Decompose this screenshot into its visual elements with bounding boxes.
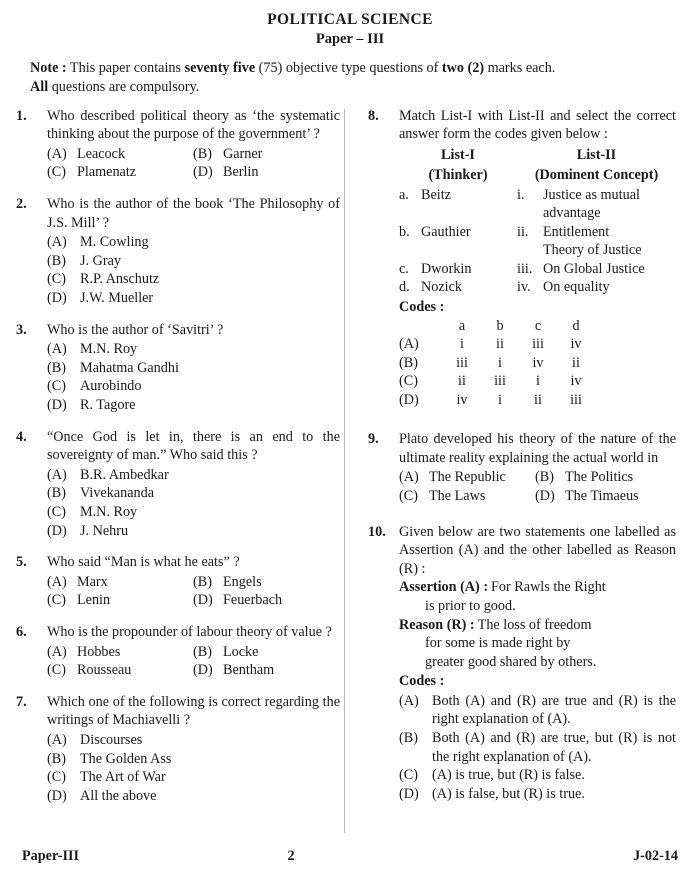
match-row-continuation <box>399 204 676 222</box>
column-divider <box>344 109 345 833</box>
option-label: (D) <box>47 522 67 539</box>
codes-value: iv <box>532 354 544 371</box>
note-line2-rest: questions are compulsory. <box>48 78 200 95</box>
question-4 <box>16 428 340 541</box>
codes-option-c[interactable] <box>399 372 676 390</box>
codes-value: i <box>536 373 540 390</box>
option-text: Plamenatz <box>77 164 137 181</box>
question-number: 10. <box>368 523 386 540</box>
document-header <box>0 0 700 50</box>
option-label: (A) <box>47 234 67 251</box>
option-d[interactable] <box>193 661 340 680</box>
question-text: Given below are two statements one labelled as Assertion (A) and the other labelled as Reason (R) : <box>399 523 676 577</box>
list2-value: On equality <box>543 279 610 296</box>
codes-option-d[interactable] <box>399 391 676 409</box>
codes-value: iv <box>456 391 468 408</box>
option-b[interactable] <box>47 484 340 503</box>
question-number: 5. <box>16 554 27 571</box>
option-text: Engels <box>223 573 262 590</box>
codes-value: iv <box>570 336 582 353</box>
list2-title: List-II <box>576 146 617 163</box>
option-text: Lenin <box>77 592 111 609</box>
codes-value: iii <box>494 373 506 390</box>
option-text: The Republic <box>429 469 506 486</box>
list1-value: Dworkin <box>421 260 472 277</box>
option-list <box>47 731 340 805</box>
option-label: (B) <box>47 359 66 376</box>
right-column <box>346 107 676 842</box>
assertion-statement <box>399 578 676 597</box>
option-c[interactable] <box>47 661 193 680</box>
question-text: Who described political theory as ‘the systematic thinking about the purpose of the government’ ? <box>47 107 340 143</box>
reason-text: The loss of freedom <box>477 616 592 633</box>
option-text: Vivekananda <box>80 485 154 502</box>
option-text: Bentham <box>223 662 275 679</box>
list1-key: a. <box>399 186 409 203</box>
note-bold-two-marks: two (2) <box>441 59 485 76</box>
list2-value: Justice as mutual <box>543 186 640 203</box>
codes-option-label: (A) <box>399 336 419 353</box>
codes-option-label: (B) <box>399 354 418 371</box>
note-text-part3: marks each. <box>484 59 556 76</box>
question-number: 4. <box>16 428 27 445</box>
list2-key: i. <box>517 186 525 203</box>
option-label: (A) <box>47 643 67 660</box>
codes-col-d: d <box>572 317 580 334</box>
option-label: (D) <box>193 164 213 181</box>
assertion-label: Assertion (A) : <box>399 579 489 596</box>
match-row <box>399 260 676 278</box>
question-number: 1. <box>16 107 27 124</box>
note-text-part1: This paper contains <box>66 59 185 76</box>
option-list <box>47 145 340 182</box>
option-text: Both (A) and (R) are true, but (R) is not the right explanation of (A). <box>432 729 676 765</box>
option-b[interactable] <box>193 573 340 592</box>
reason-label: Reason (R) : <box>399 616 475 633</box>
option-a[interactable] <box>47 233 340 252</box>
question-7 <box>16 693 340 806</box>
option-b[interactable] <box>47 359 340 378</box>
list2-value: On Global Justice <box>543 260 645 277</box>
codes-value: iv <box>570 373 582 390</box>
question-columns <box>0 107 700 842</box>
assertion-text: For Rawls the Right <box>491 579 606 596</box>
option-d[interactable] <box>47 289 340 308</box>
option-text: The Golden Ass <box>80 750 172 767</box>
option-c[interactable] <box>47 377 340 396</box>
codes-table <box>399 317 676 409</box>
option-c[interactable] <box>399 766 676 785</box>
option-text: Rousseau <box>77 662 132 679</box>
option-list <box>399 692 676 804</box>
option-label: (B) <box>535 469 554 486</box>
option-text: M. Cowling <box>80 234 149 251</box>
option-list <box>47 573 340 610</box>
list2-value-cont: Theory of Justice <box>543 242 642 259</box>
option-text: Garner <box>223 145 263 162</box>
note-bold-seventy-five: seventy five <box>184 59 256 76</box>
option-label: (A) <box>399 469 419 486</box>
question-text: Who is the author of the book ‘The Philosophy of J.S. Mill’ ? <box>47 196 340 231</box>
option-label: (A) <box>47 145 67 162</box>
option-label: (D) <box>47 787 67 804</box>
codes-option-label: (D) <box>399 391 419 408</box>
option-label: (B) <box>193 573 212 590</box>
option-b[interactable] <box>47 750 340 769</box>
question-text: Which one of the following is correct regarding the writings of Machiavelli ? <box>47 693 340 729</box>
list2-subtitle: (Dominent Concept) <box>534 167 659 184</box>
question-6 <box>16 623 340 680</box>
codes-value: iii <box>570 391 582 408</box>
option-c[interactable] <box>47 503 340 522</box>
option-a[interactable] <box>47 573 193 592</box>
reason-text-cont1: for some is made right by <box>425 635 571 652</box>
option-a[interactable] <box>399 468 535 487</box>
option-label: (C) <box>47 769 66 786</box>
question-text: Who is the author of ‘Savitri’ ? <box>47 321 224 338</box>
question-number: 9. <box>368 431 379 448</box>
option-label: (C) <box>47 164 66 181</box>
option-b[interactable] <box>193 643 340 662</box>
question-8 <box>368 107 676 410</box>
option-text: R.P. Anschutz <box>80 271 160 288</box>
option-label: (D) <box>47 397 67 413</box>
option-d[interactable] <box>535 487 676 506</box>
option-d[interactable] <box>399 785 676 804</box>
codes-value: ii <box>496 336 504 353</box>
codes-col-a: a <box>458 317 466 334</box>
codes-label: Codes : <box>399 673 445 690</box>
codes-value: i <box>498 354 502 371</box>
list2-value: Entitlement <box>543 223 610 240</box>
codes-label: Codes : <box>399 298 445 315</box>
codes-value: i <box>460 336 464 353</box>
option-text: Both (A) and (R) are true and (R) is the right explanation of (A). <box>432 692 676 728</box>
option-label: (C) <box>47 662 66 679</box>
option-b[interactable] <box>193 145 340 164</box>
option-text: J.W. Mueller <box>80 290 154 307</box>
option-label: (A) <box>47 573 67 590</box>
option-label: (B) <box>47 485 66 502</box>
note-text-part2: (75) objective type questions of <box>255 59 442 76</box>
match-row <box>399 278 676 296</box>
option-a[interactable] <box>47 145 193 164</box>
option-label: (D) <box>399 785 419 802</box>
question-number: 8. <box>368 107 379 124</box>
option-text: The Timaeus <box>565 488 639 504</box>
question-5 <box>16 553 340 610</box>
option-c[interactable] <box>47 768 340 787</box>
footer-paper-code: J-02-14 <box>633 848 678 864</box>
option-label: (C) <box>399 767 418 784</box>
question-text: Who said “Man is what he eats” ? <box>47 554 240 571</box>
option-text: Locke <box>223 643 259 660</box>
list2-key: ii. <box>517 223 529 240</box>
option-c[interactable] <box>47 591 193 610</box>
match-list-rows <box>399 186 676 297</box>
option-a[interactable] <box>47 643 193 662</box>
option-d[interactable] <box>193 163 340 182</box>
option-label: (D) <box>193 662 213 679</box>
option-text: J. Gray <box>80 252 121 269</box>
option-b[interactable] <box>535 468 676 487</box>
option-text: The Politics <box>565 469 634 486</box>
option-list <box>47 643 340 680</box>
option-text: The Art of War <box>80 769 166 786</box>
reason-text-cont2: greater good shared by others. <box>425 653 597 670</box>
option-b[interactable] <box>399 729 676 766</box>
paper-subtitle: Paper – III <box>315 31 385 48</box>
option-text: Mahatma Gandhi <box>80 359 179 376</box>
option-b[interactable] <box>47 252 340 271</box>
list1-value: Beitz <box>421 186 451 203</box>
question-number: 7. <box>16 693 27 710</box>
codes-col-c: c <box>534 317 542 334</box>
match-list-header <box>399 146 676 164</box>
reason-statement <box>399 616 676 635</box>
codes-value: iii <box>456 354 468 371</box>
option-text: All the above <box>80 787 157 804</box>
list1-title: List-I <box>441 146 475 163</box>
question-10 <box>368 523 676 804</box>
codes-value: iii <box>532 336 544 353</box>
note-label: Note : <box>30 59 67 76</box>
question-number: 3. <box>16 321 27 338</box>
option-text: B.R. Ambedkar <box>80 466 169 483</box>
note-line2-prefix: All <box>30 78 49 95</box>
option-list <box>399 468 676 505</box>
instructions-note <box>30 59 678 97</box>
codes-value: ii <box>572 354 580 371</box>
option-label: (B) <box>47 252 66 269</box>
match-row <box>399 223 676 241</box>
option-d[interactable] <box>193 591 340 610</box>
option-label: (B) <box>399 729 418 746</box>
option-label: (A) <box>47 731 67 748</box>
list2-value-cont: advantage <box>543 205 601 222</box>
question-text: Who is the propounder of labour theory of value ? <box>47 623 332 640</box>
option-label: (C) <box>47 592 66 609</box>
list1-key: b. <box>399 223 410 240</box>
list1-key: c. <box>399 260 409 277</box>
option-list <box>47 466 340 540</box>
option-a[interactable] <box>399 692 676 729</box>
footer-paper-label: Paper-III <box>22 848 80 864</box>
option-label: (B) <box>47 750 66 767</box>
option-text: J. Nehru <box>80 522 129 539</box>
option-label: (B) <box>193 643 212 660</box>
option-text: Marx <box>77 573 108 590</box>
option-c[interactable] <box>47 270 340 289</box>
option-c[interactable] <box>47 163 193 182</box>
option-text: M.N. Roy <box>80 341 138 358</box>
question-2 <box>16 195 340 308</box>
question-text: Plato developed his theory of the nature of the ultimate reality explaining the actual world in <box>399 431 676 466</box>
option-list <box>47 233 340 307</box>
option-label: (D) <box>47 290 67 307</box>
page-footer <box>0 848 700 865</box>
option-text: Berlin <box>223 164 259 181</box>
list1-key: d. <box>399 279 410 296</box>
option-text: (A) is true, but (R) is false. <box>432 767 585 784</box>
option-text: Leacock <box>77 145 126 162</box>
question-number: 2. <box>16 196 27 213</box>
left-column <box>16 107 346 842</box>
option-text: Aurobindo <box>80 378 142 395</box>
page-title: POLITICAL SCIENCE <box>267 11 433 28</box>
option-label: (C) <box>47 271 66 288</box>
list1-subtitle: (Thinker) <box>428 167 488 184</box>
option-label: (A) <box>47 341 67 358</box>
match-row-continuation <box>399 241 676 259</box>
assertion-text-cont: is prior to good. <box>425 597 516 614</box>
codes-option-label: (C) <box>399 373 418 390</box>
option-label: (D) <box>193 592 213 609</box>
option-label: (A) <box>47 466 67 483</box>
codes-option-a[interactable] <box>399 335 676 353</box>
option-a[interactable] <box>47 340 340 359</box>
option-label: (B) <box>193 145 212 162</box>
option-text: Hobbes <box>77 643 121 660</box>
list2-key: iii. <box>517 260 533 277</box>
option-text: R. Tagore <box>80 397 136 413</box>
option-d[interactable] <box>47 787 340 806</box>
option-text: (A) is false, but (R) is true. <box>432 785 585 802</box>
option-label: (C) <box>399 488 418 504</box>
option-text: Discourses <box>80 731 143 748</box>
option-list <box>47 340 340 414</box>
list1-value: Nozick <box>421 279 462 296</box>
match-row <box>399 186 676 204</box>
question-3 <box>16 321 340 415</box>
list1-value: Gauthier <box>421 223 471 240</box>
option-label: (A) <box>399 692 419 709</box>
question-1 <box>16 107 340 182</box>
option-d[interactable] <box>47 522 340 541</box>
option-text: The Laws <box>429 488 486 504</box>
option-d[interactable] <box>47 396 340 415</box>
question-number: 6. <box>16 623 27 640</box>
option-a[interactable] <box>47 731 340 750</box>
question-9 <box>368 430 676 505</box>
codes-value: ii <box>458 373 466 390</box>
option-text: Feuerbach <box>223 592 283 609</box>
codes-col-b: b <box>496 317 504 334</box>
codes-value: ii <box>534 391 542 408</box>
option-label: (C) <box>47 378 66 395</box>
question-text: Match List-I with List-II and select the correct answer form the codes given below : <box>399 107 676 143</box>
option-label: (D) <box>535 488 555 504</box>
codes-header-row <box>399 317 676 335</box>
option-text: M.N. Roy <box>80 503 138 520</box>
option-a[interactable] <box>47 466 340 485</box>
question-text: “Once God is let in, there is an end to the sovereignty of man.” Who said this ? <box>47 428 340 464</box>
codes-option-b[interactable] <box>399 354 676 372</box>
list2-key: iv. <box>517 279 531 296</box>
option-c[interactable] <box>399 487 535 506</box>
match-list-subheader <box>399 166 676 184</box>
footer-page-number: 2 <box>287 848 295 864</box>
option-label: (C) <box>47 503 66 520</box>
codes-value: i <box>498 391 502 408</box>
